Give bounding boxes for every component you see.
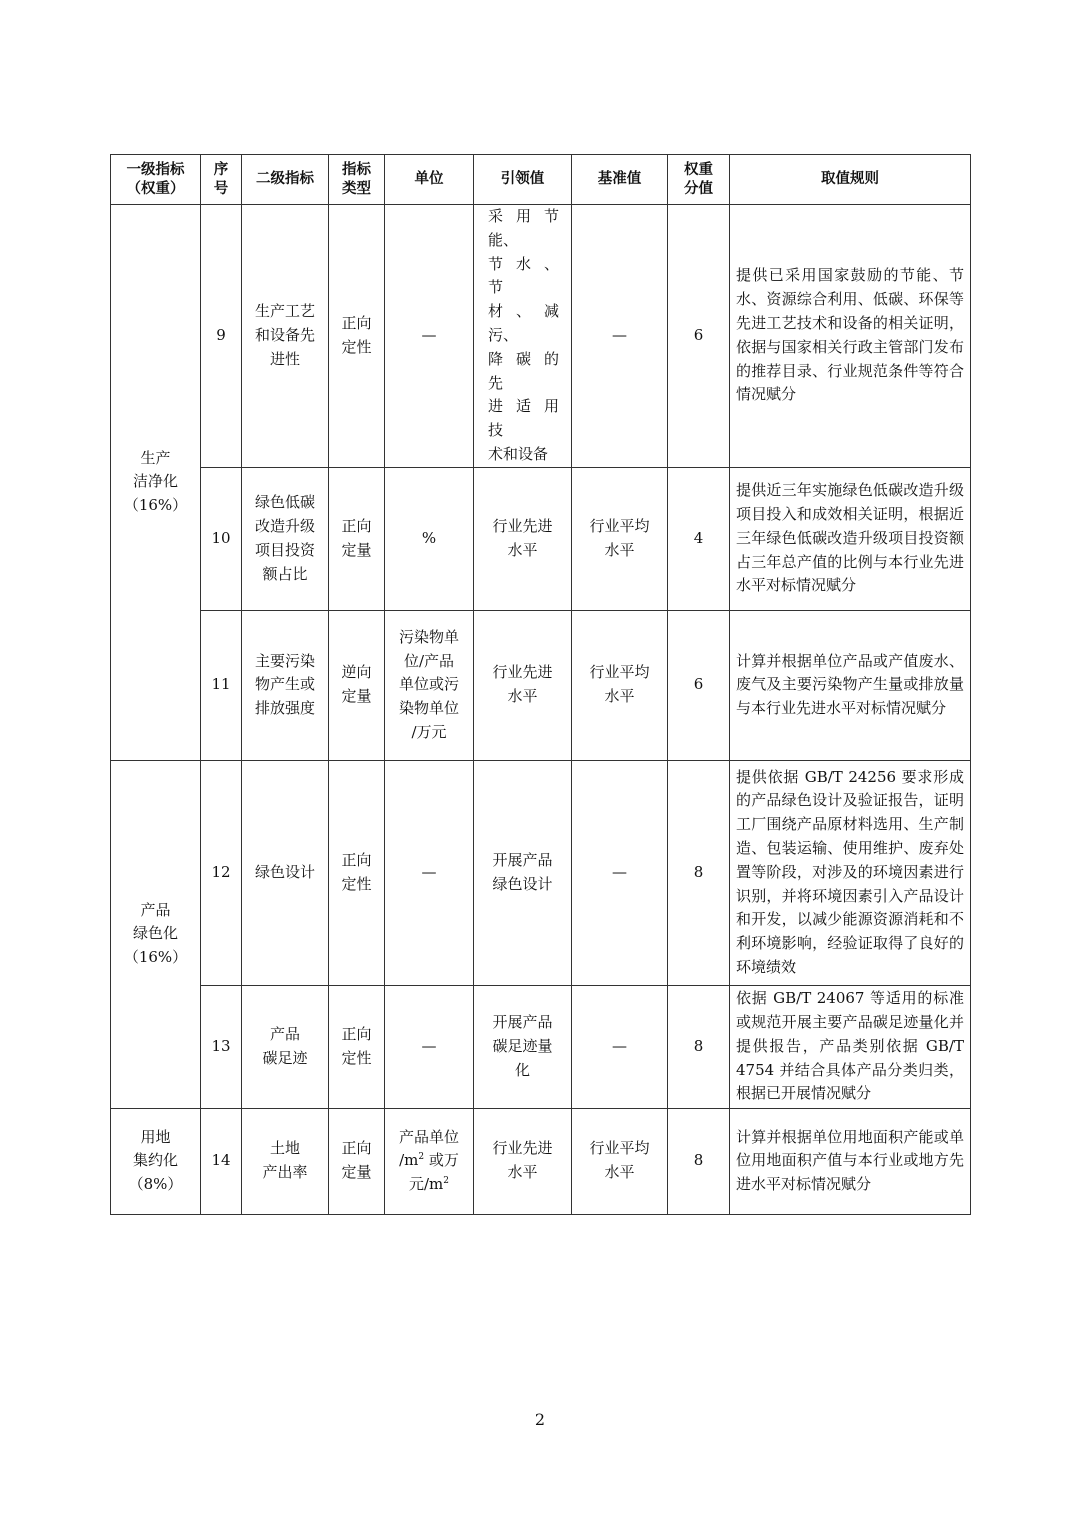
weight-cell: 8	[668, 1108, 730, 1214]
baseline-cell: —	[572, 205, 668, 468]
rule-cell: 提供已采用国家鼓励的节能、节水、资源综合利用、低碳、环保等先进工艺技术和设备的相关证明，依据与国家相关行政主管部门发布的推荐目录、行业规范条件等符合情况赋分	[730, 205, 971, 468]
unit-cell: 产品单位 $/m^2$ 或万 元$/m^2$	[385, 1108, 474, 1214]
rule-cell: 计算并根据单位用地面积产能或单位用地面积产值与本行业或地方先进水平对标情况赋分	[730, 1108, 971, 1214]
type-cell: 逆向 定量	[329, 610, 385, 760]
indicator-cell: 生产工艺 和设备先 进性	[242, 205, 329, 468]
header-level2: 二级指标	[242, 155, 329, 205]
weight-cell: 6	[668, 205, 730, 468]
group-cell-production-cleanliness: 生产 洁净化 （16%）	[111, 205, 201, 761]
seq-cell: 13	[201, 985, 242, 1108]
table-row	[111, 205, 971, 468]
header-weight: 权重 分值	[668, 155, 730, 205]
indicator-cell: 土地 产出率	[242, 1108, 329, 1214]
unit-cell: —	[385, 205, 474, 468]
table-row	[111, 985, 971, 1108]
type-cell: 正向 定性	[329, 985, 385, 1108]
rule-cell: 提供依据 GB/T 24256 要求形成的产品绿色设计及验证报告，证明工厂围绕产品原材料选用、生产制造、包装运输、使用维护、废弃处置等阶段，对涉及的环境因素进行识别，并将环境因素引入产品设计和开发，以减少能源资源消耗和不利环境影响，经验证取得了良好的环境绩效	[730, 760, 971, 985]
leading-cell: 行业先进 水平	[474, 467, 572, 610]
baseline-cell: —	[572, 985, 668, 1108]
leading-cell: 行业先进 水平	[474, 1108, 572, 1214]
unit-cell: —	[385, 760, 474, 985]
baseline-cell: 行业平均 水平	[572, 610, 668, 760]
unit-cell: —	[385, 985, 474, 1108]
group-cell-land-intensification: 用地 集约化 （8%）	[111, 1108, 201, 1214]
indicator-cell: 绿色设计	[242, 760, 329, 985]
header-level1: 一级指标 （权重）	[111, 155, 201, 205]
indicator-table	[110, 154, 971, 1215]
type-cell: 正向 定量	[329, 467, 385, 610]
baseline-cell: —	[572, 760, 668, 985]
header-baseline: 基准值	[572, 155, 668, 205]
baseline-cell: 行业平均 水平	[572, 1108, 668, 1214]
leading-cell: 开展产品 碳足迹量 化	[474, 985, 572, 1108]
weight-cell: 8	[668, 760, 730, 985]
header-leading: 引领值	[474, 155, 572, 205]
indicator-cell: 绿色低碳 改造升级 项目投资 额占比	[242, 467, 329, 610]
table-row	[111, 610, 971, 760]
seq-cell: 11	[201, 610, 242, 760]
rule-cell: 提供近三年实施绿色低碳改造升级项目投入和成效相关证明，根据近三年绿色低碳改造升级项目投资额占三年总产值的比例与本行业先进水平对标情况赋分	[730, 467, 971, 610]
weight-cell: 6	[668, 610, 730, 760]
header-type: 指标 类型	[329, 155, 385, 205]
unit-cell: %	[385, 467, 474, 610]
type-cell: 正向 定性	[329, 205, 385, 468]
rule-cell: 依据 GB/T 24067 等适用的标准或规范开展主要产品碳足迹量化并提供报告，产品类别依据 GB/T 4754 并结合具体产品分类归类，根据已开展情况赋分	[730, 985, 971, 1108]
seq-cell: 9	[201, 205, 242, 468]
seq-cell: 10	[201, 467, 242, 610]
header-row	[111, 155, 971, 205]
indicator-cell: 产品 碳足迹	[242, 985, 329, 1108]
unit-cell: 污染物单 位/产品 单位或污 染物单位 /万元	[385, 610, 474, 760]
weight-cell: 8	[668, 985, 730, 1108]
leading-cell: 采用节能、 节 水 、 节 材、减污、 降 碳 的 先 进 适 用 技 术和设备	[474, 205, 572, 468]
baseline-cell: 行业平均 水平	[572, 467, 668, 610]
table-row	[111, 467, 971, 610]
seq-cell: 14	[201, 1108, 242, 1214]
type-cell: 正向 定性	[329, 760, 385, 985]
header-seq: 序 号	[201, 155, 242, 205]
table-row	[111, 1108, 971, 1214]
weight-cell: 4	[668, 467, 730, 610]
header-unit: 单位	[385, 155, 474, 205]
header-rule: 取值规则	[730, 155, 971, 205]
type-cell: 正向 定量	[329, 1108, 385, 1214]
page-number: 2	[534, 1410, 546, 1429]
table-row	[111, 760, 971, 985]
rule-cell: 计算并根据单位产品或产值废水、废气及主要污染物产生量或排放量与本行业先进水平对标情况赋分	[730, 610, 971, 760]
group-cell-product-greening: 产品 绿色化 （16%）	[111, 760, 201, 1108]
indicator-cell: 主要污染 物产生或 排放强度	[242, 610, 329, 760]
leading-cell: 开展产品 绿色设计	[474, 760, 572, 985]
leading-cell: 行业先进 水平	[474, 610, 572, 760]
seq-cell: 12	[201, 760, 242, 985]
